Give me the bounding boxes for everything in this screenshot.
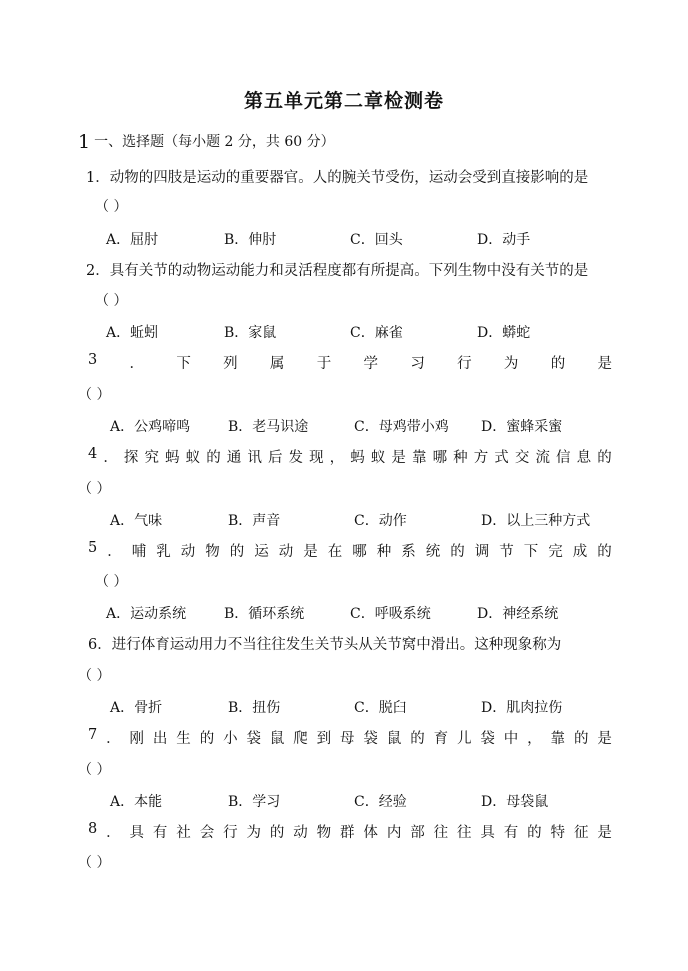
stem-char: 的 [269, 825, 285, 841]
stem-char: 成 [572, 544, 588, 560]
stem-char: 袋 [363, 731, 378, 747]
stem-char: 为 [246, 825, 261, 841]
stem-char: 哺 [131, 544, 147, 560]
stem-char: 有 [152, 825, 168, 841]
stem-char: 具 [129, 825, 145, 841]
question-3-stem [88, 352, 612, 373]
stem-char: 蚁 [185, 450, 201, 466]
stem-char: 刚 [129, 731, 145, 747]
option-d: D．母袋鼠 [481, 794, 549, 810]
stem-char: 群 [340, 825, 355, 841]
stem-char: 特 [550, 825, 566, 841]
stem-char: 袋 [246, 731, 261, 747]
stem-char: 是 [597, 731, 612, 747]
question-4-stem [88, 446, 612, 467]
stem-char: 4 [88, 446, 98, 462]
stem-char: 的 [527, 825, 542, 841]
option-c: C．经验 [354, 794, 407, 810]
option-d: D．肌肉拉伤 [481, 700, 563, 716]
stem-char: 社 [176, 825, 191, 841]
option-a: A．公鸡啼鸣 [110, 419, 191, 435]
option-a: A．运动系统 [106, 606, 187, 622]
stem-char: 行 [457, 356, 472, 372]
question-6-stem: 6．进行体育运动用力不当往往发生关节头从关节窝中滑出。这种现象称为 [88, 637, 562, 653]
option-d: D．以上三种方式 [481, 513, 591, 529]
stem-char: 会 [199, 825, 215, 841]
option-c: C．麻雀 [350, 325, 403, 341]
stem-char: 具 [480, 825, 495, 841]
stem-char: 靠 [550, 731, 566, 747]
stem-char: 动 [180, 544, 196, 560]
option-b: B．扭伤 [228, 700, 281, 716]
question-7-stem [88, 727, 612, 748]
question-3-answer-blank: （ ） [78, 387, 111, 403]
stem-char: 节 [499, 544, 514, 560]
page-title: 第五单元第二章检测卷 [243, 90, 444, 112]
stem-char: 往 [433, 825, 449, 841]
question-5-stem [88, 540, 612, 561]
stem-char: 探 [123, 450, 139, 466]
option-d: D．蜜蜂采蜜 [481, 419, 563, 435]
option-c: C．脱臼 [354, 700, 407, 716]
question-4-answer-blank: （ ） [78, 481, 111, 497]
stem-char: 袋 [480, 731, 495, 747]
stem-char: 物 [205, 544, 220, 560]
stem-char: 方 [473, 450, 489, 466]
option-c: C．动作 [354, 513, 407, 529]
option-a: A．气味 [110, 513, 163, 529]
stem-char: 完 [548, 544, 563, 560]
stem-char: 流 [535, 450, 550, 466]
section-number: 1 [78, 131, 91, 153]
stem-char: 乳 [156, 544, 171, 560]
stem-char: 是 [597, 356, 612, 372]
stem-char: 动 [278, 544, 294, 560]
option-b: B．老马识途 [228, 419, 309, 435]
option-b: B．家鼠 [224, 325, 277, 341]
stem-char: ． [106, 731, 121, 747]
option-a: A．本能 [110, 794, 163, 810]
stem-char: ， [527, 731, 542, 747]
section-label: 一、选择题（每小题 2 分，共 60 分） [94, 134, 335, 150]
stem-char: 育 [433, 731, 449, 747]
question-1-stem: 1．动物的四肢是运动的重要器官。人的腕关节受伤，运动会受到直接影响的是 [86, 170, 589, 186]
stem-char: 通 [226, 450, 242, 466]
stem-char: 的 [550, 356, 566, 372]
stem-char: 的 [206, 450, 221, 466]
stem-char: 征 [573, 825, 589, 841]
stem-char: 鼠 [269, 731, 285, 747]
stem-char: 息 [576, 450, 592, 466]
stem-char: 种 [453, 450, 468, 466]
stem-char: 调 [474, 544, 490, 560]
stem-char: 母 [340, 731, 355, 747]
stem-char: ． [103, 450, 118, 466]
stem-char: 鼠 [386, 731, 402, 747]
stem-char: 习 [410, 356, 425, 372]
stem-char: 3 [88, 352, 98, 368]
stem-char: 儿 [456, 731, 472, 747]
stem-char: 是 [391, 450, 406, 466]
question-7-answer-blank: （ ） [78, 762, 111, 778]
question-6-answer-blank: （ ） [78, 668, 111, 684]
stem-char: ． [107, 544, 122, 560]
stem-char: 的 [573, 731, 589, 747]
stem-char: 中 [503, 731, 519, 747]
stem-char: 靠 [411, 450, 427, 466]
stem-char: 是 [303, 544, 318, 560]
stem-char: 在 [327, 544, 343, 560]
stem-char: 的 [450, 544, 465, 560]
stem-char: 7 [88, 727, 98, 743]
stem-char: 生 [176, 731, 191, 747]
option-a: A．屈肘 [106, 232, 159, 248]
option-c: C．母鸡带小鸡 [354, 419, 449, 435]
stem-char: 是 [597, 825, 612, 841]
section-heading [78, 131, 335, 153]
stem-char: 于 [316, 356, 332, 372]
stem-char: 有 [503, 825, 519, 841]
stem-char: 交 [514, 450, 530, 466]
stem-char: 现 [309, 450, 324, 466]
stem-char: 学 [363, 356, 379, 372]
question-1-answer-blank: （ ） [95, 199, 128, 215]
stem-char: 为 [503, 356, 519, 372]
stem-char: ． [129, 356, 145, 372]
stem-char: 系 [401, 544, 416, 560]
stem-char: 的 [229, 544, 245, 560]
stem-char: 运 [254, 544, 269, 560]
option-d: D．蟒蛇 [477, 325, 531, 341]
stem-char: 蚁 [370, 450, 386, 466]
option-c: C．呼吸系统 [350, 606, 431, 622]
stem-char: 的 [410, 731, 425, 747]
option-c: C．回头 [350, 232, 403, 248]
stem-char: 属 [269, 356, 285, 372]
option-b: B．循环系统 [224, 606, 305, 622]
question-8-stem [88, 821, 612, 842]
stem-char: 发 [288, 450, 304, 466]
stem-char: 行 [223, 825, 238, 841]
option-a: A．蚯蚓 [106, 325, 159, 341]
option-d: D．神经系统 [477, 606, 559, 622]
stem-char: 物 [316, 825, 332, 841]
stem-char: 哪 [432, 450, 448, 466]
stem-char: 信 [556, 450, 571, 466]
stem-char: 内 [386, 825, 402, 841]
question-2-answer-blank: （ ） [95, 293, 128, 309]
stem-char: 出 [152, 731, 168, 747]
stem-char: 动 [293, 825, 308, 841]
stem-char: 哪 [352, 544, 367, 560]
stem-char: 讯 [247, 450, 262, 466]
stem-char: 部 [410, 825, 425, 841]
stem-char: 到 [316, 731, 332, 747]
option-b: B．伸肘 [224, 232, 277, 248]
option-a: A．骨折 [110, 700, 163, 716]
stem-char: 5 [88, 540, 98, 556]
stem-char: 列 [223, 356, 238, 372]
question-8-answer-blank: （ ） [78, 855, 111, 871]
option-b: B．声音 [228, 513, 281, 529]
stem-char: 的 [597, 450, 612, 466]
stem-char: 爬 [293, 731, 308, 747]
question-5-answer-blank: （ ） [95, 574, 128, 590]
stem-char: 8 [88, 821, 98, 837]
stem-char: 种 [376, 544, 392, 560]
option-d: D．动手 [477, 232, 531, 248]
stem-char: 体 [363, 825, 378, 841]
stem-char: 蚂 [350, 450, 365, 466]
option-b: B．学习 [228, 794, 281, 810]
stem-char: 的 [199, 731, 215, 747]
stem-char: ． [106, 825, 121, 841]
stem-char: 究 [144, 450, 159, 466]
stem-char: 统 [425, 544, 441, 560]
stem-char: 小 [223, 731, 238, 747]
question-2-stem: 2．具有关节的动物运动能力和灵活程度都有所提高。下列生物中没有关节的是 [86, 263, 589, 279]
stem-char: 式 [494, 450, 509, 466]
stem-char: 下 [523, 544, 539, 560]
stem-char: 往 [456, 825, 472, 841]
stem-char: 的 [597, 544, 612, 560]
stem-char: 后 [267, 450, 283, 466]
stem-char: 蚂 [165, 450, 180, 466]
stem-char: ， [329, 450, 345, 466]
stem-char: 下 [176, 356, 191, 372]
